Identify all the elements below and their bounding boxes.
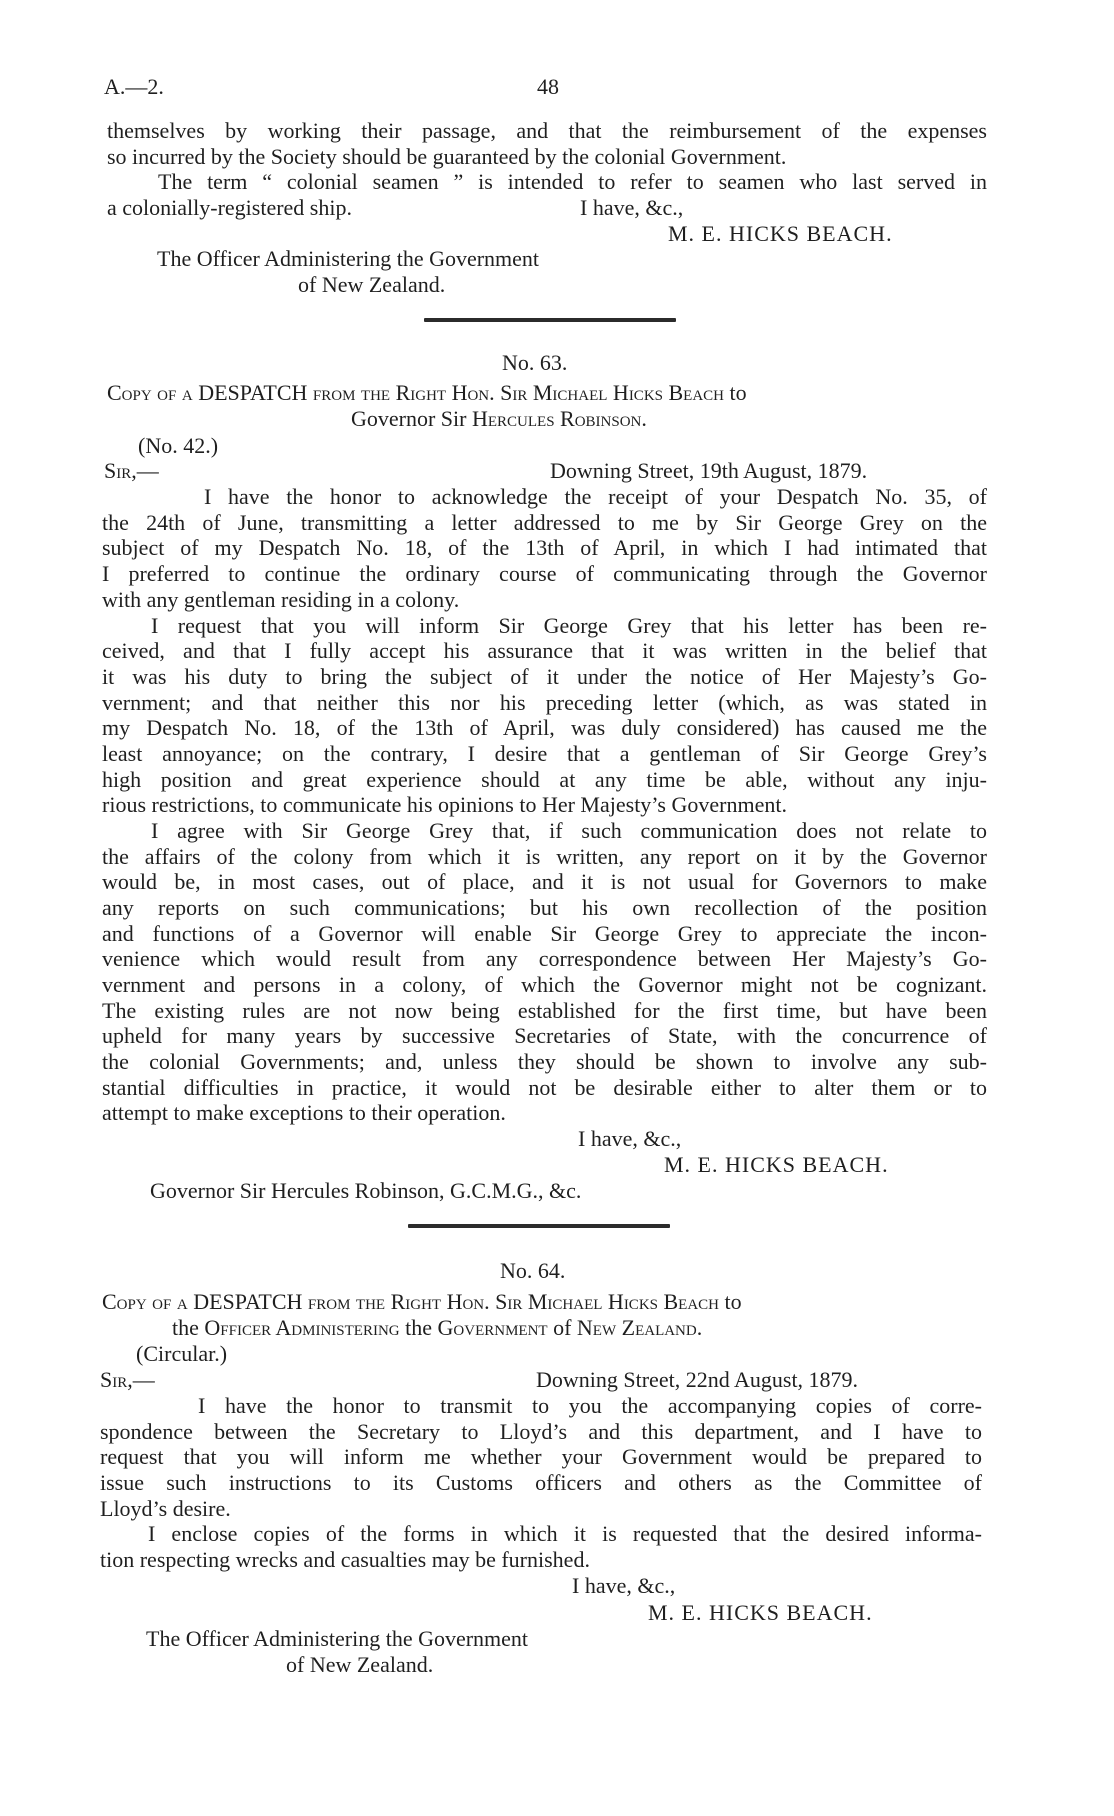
body-line: upheld for many years by successive Secretaries of State, with the concurrence of xyxy=(102,1023,987,1048)
body-line: vernment; and that neither this nor his preceding letter (which, as was stated in xyxy=(102,690,987,715)
body-line: the affairs of the colony from which it is written, any report on it by the Governor xyxy=(102,844,987,869)
place-date: Downing Street, 19th August, 1879. xyxy=(550,458,868,483)
body-line: would be, in most cases, out of place, and it is not usual for Governors to make xyxy=(102,869,987,894)
despatch-heading xyxy=(351,406,647,432)
body-line: a colonially-registered ship. xyxy=(107,195,352,220)
body-line: issue such instructions to its Customs officers and others as the Committee of xyxy=(100,1470,982,1495)
despatch-number: No. 64. xyxy=(500,1258,566,1283)
closing: I have, &c., xyxy=(578,1126,682,1151)
addressee: Governor Sir Hercules Robinson, G.C.M.G., &c. xyxy=(150,1178,582,1203)
section-divider xyxy=(424,318,676,322)
addressee: of New Zealand. xyxy=(286,1652,434,1677)
body-line: my Despatch No. 18, of the 13th of April, was duly considered) has caused me the xyxy=(102,715,987,740)
body-line: rious restrictions, to communicate his opinions to Her Majesty’s Government. xyxy=(102,792,787,817)
heading-part: of xyxy=(547,1315,577,1340)
closing: I have, &c., xyxy=(580,195,684,220)
body-line: the 24th of June, transmitting a letter addressed to me by Sir George Grey on the xyxy=(102,510,987,535)
signature: M. E. HICKS BEACH. xyxy=(668,221,893,246)
despatch-heading xyxy=(102,1289,742,1315)
heading-part: the xyxy=(172,1315,205,1340)
addressee: The Officer Administering the Government xyxy=(146,1626,529,1651)
series-reference: A.—2. xyxy=(104,74,164,99)
body-line: I agree with Sir George Grey that, if such communication does not relate to xyxy=(151,818,987,843)
body-line: subject of my Despatch No. 18, of the 13th of April, in which I had intimated that xyxy=(102,535,987,560)
despatch-heading xyxy=(172,1315,702,1341)
body-line: I preferred to continue the ordinary course of communicating through the Governor xyxy=(102,561,987,586)
body-line: I have the honor to acknowledge the receipt of your Despatch No. 35, of xyxy=(204,484,987,509)
despatch-reference: (Circular.) xyxy=(136,1341,228,1366)
body-line: spondence between the Secretary to Lloyd’s and this department, and I have to xyxy=(100,1419,982,1444)
body-line: high position and great experience should at any time be able, without any inju- xyxy=(102,767,987,792)
body-line: ceived, and that I fully accept his assurance that it was written in the belief that xyxy=(102,638,987,663)
heading-name: Government xyxy=(437,1315,548,1340)
heading-part: Governor Sir xyxy=(351,406,472,431)
body-line: least annoyance; on the contrary, I desire that a gentleman of Sir George Grey’s xyxy=(102,741,987,766)
addressee: The Officer Administering the Government xyxy=(157,246,540,271)
despatch-reference: (No. 42.) xyxy=(138,433,219,458)
salutation: Sir,— xyxy=(100,1367,155,1392)
heading-part: to xyxy=(719,1289,742,1314)
body-line: it was his duty to bring the subject of it under the notice of Her Majesty’s Go- xyxy=(102,664,987,689)
salutation: Sir,— xyxy=(104,458,159,483)
body-line: the colonial Governments; and, unless they should be shown to involve any sub- xyxy=(102,1049,987,1074)
signature: M. E. HICKS BEACH. xyxy=(664,1152,889,1177)
addressee: of New Zealand. xyxy=(298,272,446,297)
body-line: themselves by working their passage, and that the reimbursement of the expenses xyxy=(107,118,987,143)
body-line: I enclose copies of the forms in which it is requested that the desired informa- xyxy=(148,1521,982,1546)
section-divider xyxy=(408,1224,670,1228)
despatch-heading xyxy=(107,380,747,406)
body-line: I request that you will inform Sir George Grey that his letter has been re- xyxy=(151,613,987,638)
body-line: The term “ colonial seamen ” is intended to refer to seamen who last served in xyxy=(158,169,987,194)
heading-name: Officer Administering xyxy=(204,1315,400,1340)
heading-name: Michael Hicks Beach xyxy=(527,1289,719,1314)
body-line: so incurred by the Society should be guaranteed by the colonial Government. xyxy=(107,144,787,169)
page-number: 48 xyxy=(537,74,559,99)
heading-part: Copy of a DESPATCH from the Right Hon. Sir xyxy=(102,1289,528,1314)
body-line: The existing rules are not now being established for the first time, but have been xyxy=(102,998,987,1023)
body-line: Lloyd’s desire. xyxy=(100,1496,231,1521)
heading-name: Michael Hicks Beach xyxy=(532,380,724,405)
signature: M. E. HICKS BEACH. xyxy=(648,1600,873,1625)
heading-part: Copy of a DESPATCH from the Right Hon. Sir xyxy=(107,380,533,405)
despatch-number: No. 63. xyxy=(502,350,568,375)
heading-part: to xyxy=(724,380,747,405)
body-line: any reports on such communications; but his own recollection of the position xyxy=(102,895,987,920)
body-line: attempt to make exceptions to their operation. xyxy=(102,1100,506,1125)
heading-part: the xyxy=(399,1315,438,1340)
body-line: with any gentleman residing in a colony. xyxy=(102,587,460,612)
body-line: request that you will inform me whether your Government would be prepared to xyxy=(100,1444,982,1469)
body-line: venience which would result from any correspondence between Her Majesty’s Go- xyxy=(102,946,987,971)
closing: I have, &c., xyxy=(572,1573,676,1598)
heading-name: New Zealand. xyxy=(576,1315,703,1340)
body-line: tion respecting wrecks and casualties may be furnished. xyxy=(100,1547,590,1572)
body-line: vernment and persons in a colony, of which the Governor might not be cognizant. xyxy=(102,972,987,997)
place-date: Downing Street, 22nd August, 1879. xyxy=(536,1367,859,1392)
body-line: I have the honor to transmit to you the accompanying copies of corre- xyxy=(198,1393,982,1418)
body-line: stantial difficulties in practice, it would not be desirable either to alter them or to xyxy=(102,1075,987,1100)
body-line: and functions of a Governor will enable Sir George Grey to appreciate the incon- xyxy=(102,921,987,946)
heading-name: Hercules Robinson. xyxy=(471,406,647,431)
